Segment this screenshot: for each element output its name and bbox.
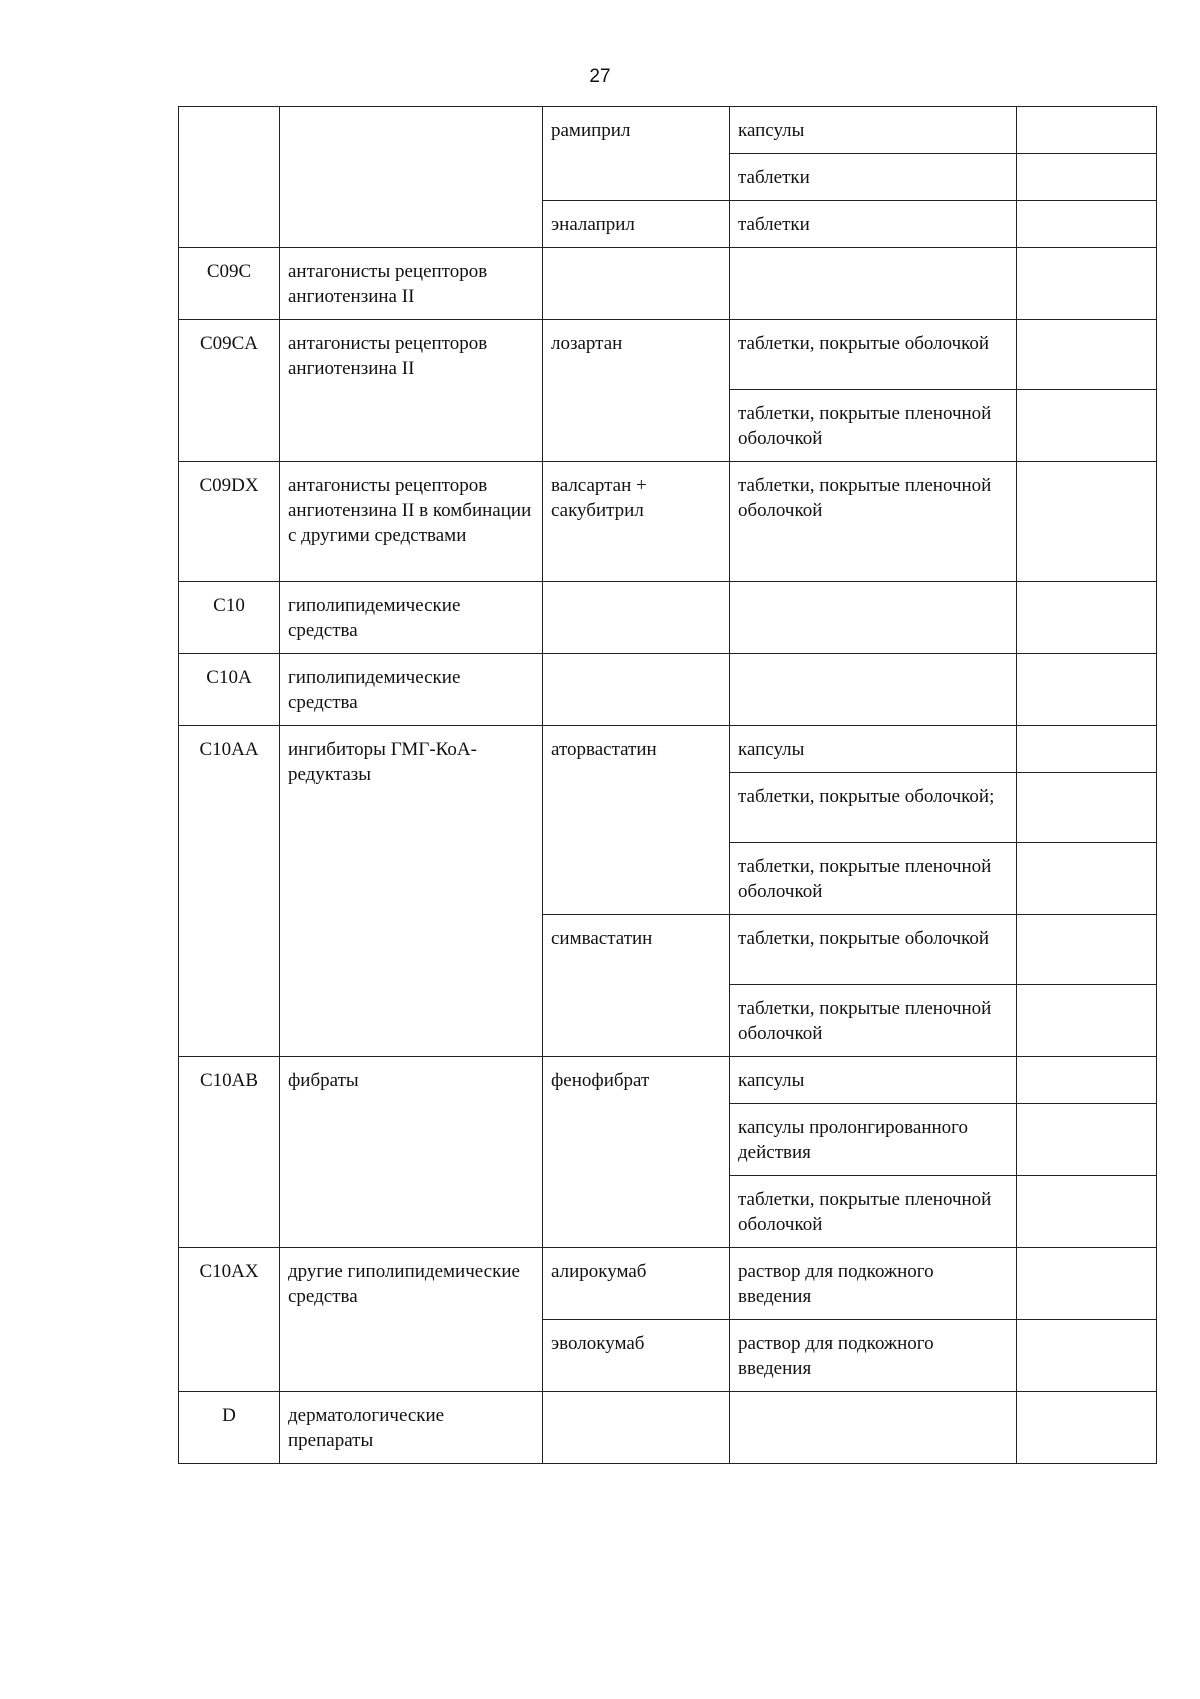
dosage-form-cell: таблетки: [730, 154, 1017, 201]
atc-code-cell: D: [179, 1392, 280, 1464]
empty-cell: [1017, 582, 1157, 654]
empty-cell: [1017, 1392, 1157, 1464]
table-row: [179, 654, 1157, 726]
table-row: [179, 462, 1157, 582]
group-name-cell: антагонисты рецепторов ангиотензина II: [280, 320, 543, 462]
dosage-form-cell: таблетки: [730, 201, 1017, 248]
empty-cell: [1017, 1248, 1157, 1320]
dosage-form-cell: [730, 1392, 1017, 1464]
dosage-form-cell: капсулы: [730, 107, 1017, 154]
page-number: 27: [589, 66, 611, 87]
empty-cell: [1017, 654, 1157, 726]
table-row: [179, 582, 1157, 654]
empty-cell: [1017, 390, 1157, 462]
empty-cell: [1017, 1057, 1157, 1104]
drug-name-cell: эволокумаб: [543, 1320, 730, 1392]
empty-cell: [1017, 107, 1157, 154]
atc-code-cell: [179, 107, 280, 248]
table-row: [179, 726, 1157, 773]
empty-cell: [1017, 985, 1157, 1057]
dosage-form-cell: таблетки, покрытые пленочной оболочкой: [730, 985, 1017, 1057]
table-row: [179, 320, 1157, 390]
dosage-form-cell: таблетки, покрытые пленочной оболочкой: [730, 1176, 1017, 1248]
atc-code-cell: C10: [179, 582, 280, 654]
dosage-form-cell: таблетки, покрытые пленочной оболочкой: [730, 390, 1017, 462]
atc-code-cell: C10A: [179, 654, 280, 726]
drug-name-cell: [543, 582, 730, 654]
drug-name-cell: фенофибрат: [543, 1057, 730, 1248]
empty-cell: [1017, 201, 1157, 248]
dosage-form-cell: таблетки, покрытые оболочкой: [730, 915, 1017, 985]
atc-code-cell: C09DX: [179, 462, 280, 582]
dosage-form-cell: раствор для подкожного введения: [730, 1248, 1017, 1320]
table-row: [179, 107, 1157, 154]
empty-cell: [1017, 1320, 1157, 1392]
dosage-form-cell: таблетки, покрытые пленочной оболочкой: [730, 462, 1017, 582]
empty-cell: [1017, 154, 1157, 201]
drug-name-cell: валсартан + сакубитрил: [543, 462, 730, 582]
empty-cell: [1017, 843, 1157, 915]
atc-code-cell: C09CA: [179, 320, 280, 462]
drug-name-cell: лозартан: [543, 320, 730, 462]
empty-cell: [1017, 726, 1157, 773]
atc-code-cell: C10AX: [179, 1248, 280, 1392]
empty-cell: [1017, 915, 1157, 985]
group-name-cell: ингибиторы ГМГ-КоА-редуктазы: [280, 726, 543, 1057]
table-row: [179, 1248, 1157, 1320]
empty-cell: [1017, 773, 1157, 843]
group-name-cell: гиполипидемические средства: [280, 654, 543, 726]
empty-cell: [1017, 248, 1157, 320]
drug-name-cell: [543, 248, 730, 320]
group-name-cell: антагонисты рецепторов ангиотензина II в комбинации с другими средствами: [280, 462, 543, 582]
group-name-cell: другие гиполипидемические средства: [280, 1248, 543, 1392]
dosage-form-cell: таблетки, покрытые оболочкой;: [730, 773, 1017, 843]
drug-name-cell: [543, 1392, 730, 1464]
empty-cell: [1017, 462, 1157, 582]
drug-name-cell: [543, 654, 730, 726]
drug-name-cell: симвастатин: [543, 915, 730, 1057]
empty-cell: [1017, 1176, 1157, 1248]
table-row: [179, 1392, 1157, 1464]
atc-code-cell: C09C: [179, 248, 280, 320]
dosage-form-cell: [730, 248, 1017, 320]
atc-code-cell: C10AB: [179, 1057, 280, 1248]
table-row: [179, 1057, 1157, 1104]
empty-cell: [1017, 1104, 1157, 1176]
atc-code-cell: C10AA: [179, 726, 280, 1057]
dosage-form-cell: таблетки, покрытые пленочной оболочкой: [730, 843, 1017, 915]
group-name-cell: фибраты: [280, 1057, 543, 1248]
dosage-form-cell: капсулы: [730, 726, 1017, 773]
table-row: [179, 248, 1157, 320]
drug-name-cell: эналаприл: [543, 201, 730, 248]
drug-name-cell: алирокумаб: [543, 1248, 730, 1320]
group-name-cell: дерматологические препараты: [280, 1392, 543, 1464]
dosage-form-cell: раствор для подкожного введения: [730, 1320, 1017, 1392]
empty-cell: [1017, 320, 1157, 390]
dosage-form-cell: [730, 582, 1017, 654]
dosage-form-cell: капсулы пролонгированного действия: [730, 1104, 1017, 1176]
group-name-cell: гиполипидемические средства: [280, 582, 543, 654]
dosage-form-cell: таблетки, покрытые оболочкой: [730, 320, 1017, 390]
atc-drug-table: [178, 106, 1157, 1464]
dosage-form-cell: [730, 654, 1017, 726]
drug-name-cell: аторвастатин: [543, 726, 730, 915]
group-name-cell: антагонисты рецепторов ангиотензина II: [280, 248, 543, 320]
dosage-form-cell: капсулы: [730, 1057, 1017, 1104]
group-name-cell: [280, 107, 543, 248]
drug-name-cell: рамиприл: [543, 107, 730, 201]
